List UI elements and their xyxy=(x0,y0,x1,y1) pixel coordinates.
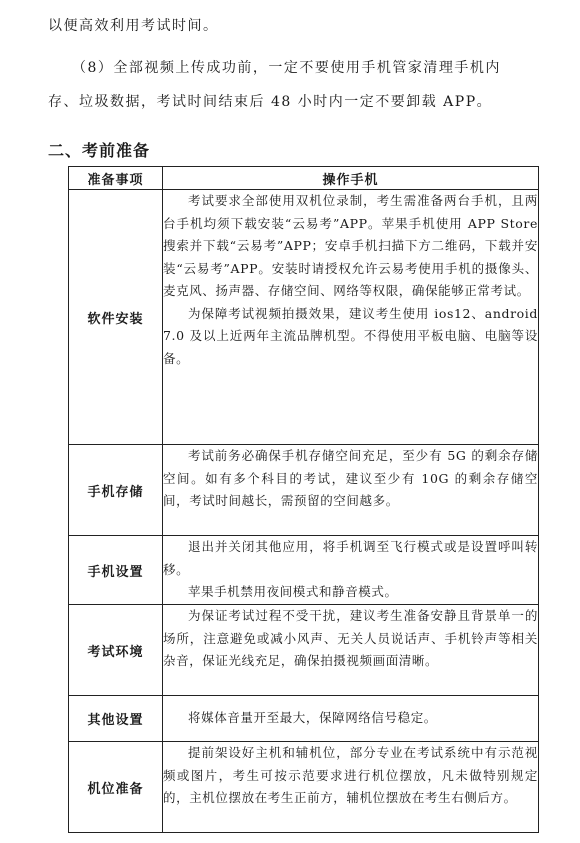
row-item-exam-environment: 考试环境 xyxy=(69,605,163,696)
row-desc-exam-environment xyxy=(163,605,539,696)
desc-paragraph: 考试要求全部使用双机位录制，考生需准备两台手机，且两台手机均须下载安装“云易考”APP。苹果手机使用 APP Store 搜索并下载“云易考”APP；安卓手机扫描下方二维码，下载并安装“云易考”APP。安装时请授权允许云易考使用手机的摄像头、麦克风、扬声器、存储空间、网络等权限，确保能够正常考试。 xyxy=(163,193,538,298)
row-item-software-install: 软件安装 xyxy=(69,190,163,445)
table-header-row xyxy=(69,167,539,190)
table-row xyxy=(69,696,539,742)
desc-paragraph: 提前架设好主机和辅机位，部分专业在考试系统中有示范视频或图片，考生可按示范要求进行机位摆放，凡未做特别规定的，主机位摆放在考生正前方，辅机位摆放在考生右侧后方。 xyxy=(163,745,538,805)
header-operation: 操作手机 xyxy=(163,167,539,190)
table-row xyxy=(69,605,539,696)
table-row xyxy=(69,445,539,536)
desc-paragraph: 考试前务必确保手机存储空间充足，至少有 5G 的剩余存储空间。如有多个科目的考试，建议至少有 10G 的剩余存储空间，考试时间越长，需预留的空间越多。 xyxy=(163,448,538,508)
table-row xyxy=(69,536,539,605)
row-item-camera-setup: 机位准备 xyxy=(69,742,163,833)
row-desc-phone-storage xyxy=(163,445,539,536)
preparation-table xyxy=(68,166,539,833)
desc-paragraph: 将媒体音量开至最大，保障网络信号稳定。 xyxy=(188,710,437,726)
intro-line-3: 存、垃圾数据，考试时间结束后 48 小时内一定不要卸载 APP。 xyxy=(48,94,493,110)
desc-paragraph: 苹果手机禁用夜间模式和静音模式。 xyxy=(188,584,398,599)
row-desc-camera-setup xyxy=(163,742,539,833)
section-heading: 二、考前准备 xyxy=(48,141,151,160)
intro-line-2: （8）全部视频上传成功前，一定不要使用手机管家清理手机内 xyxy=(72,60,501,76)
desc-paragraph: 退出并关闭其他应用，将手机调至飞行模式或是设置呼叫转移。 xyxy=(163,539,538,577)
header-prep-item: 准备事项 xyxy=(69,167,163,190)
row-desc-phone-settings xyxy=(163,536,539,605)
row-desc-other-settings xyxy=(163,696,539,742)
row-desc-software-install xyxy=(163,190,539,445)
desc-paragraph: 为保障考试视频拍摄效果，建议考生使用 ios12、android 7.0 及以上近两年主流品牌机型。不得使用平板电脑、电脑等设备。 xyxy=(163,305,538,366)
row-item-phone-settings: 手机设置 xyxy=(69,536,163,605)
table-row xyxy=(69,742,539,833)
intro-line-1: 以便高效利用考试时间。 xyxy=(48,18,219,34)
table-row xyxy=(69,190,539,445)
row-item-phone-storage: 手机存储 xyxy=(69,445,163,536)
row-item-other-settings: 其他设置 xyxy=(69,696,163,742)
desc-paragraph: 为保证考试过程不受干扰，建议考生准备安静且背景单一的场所，注意避免或减小风声、无关人员说话声、手机铃声等相关杂音，保证光线充足，确保拍摄视频画面清晰。 xyxy=(163,608,538,668)
